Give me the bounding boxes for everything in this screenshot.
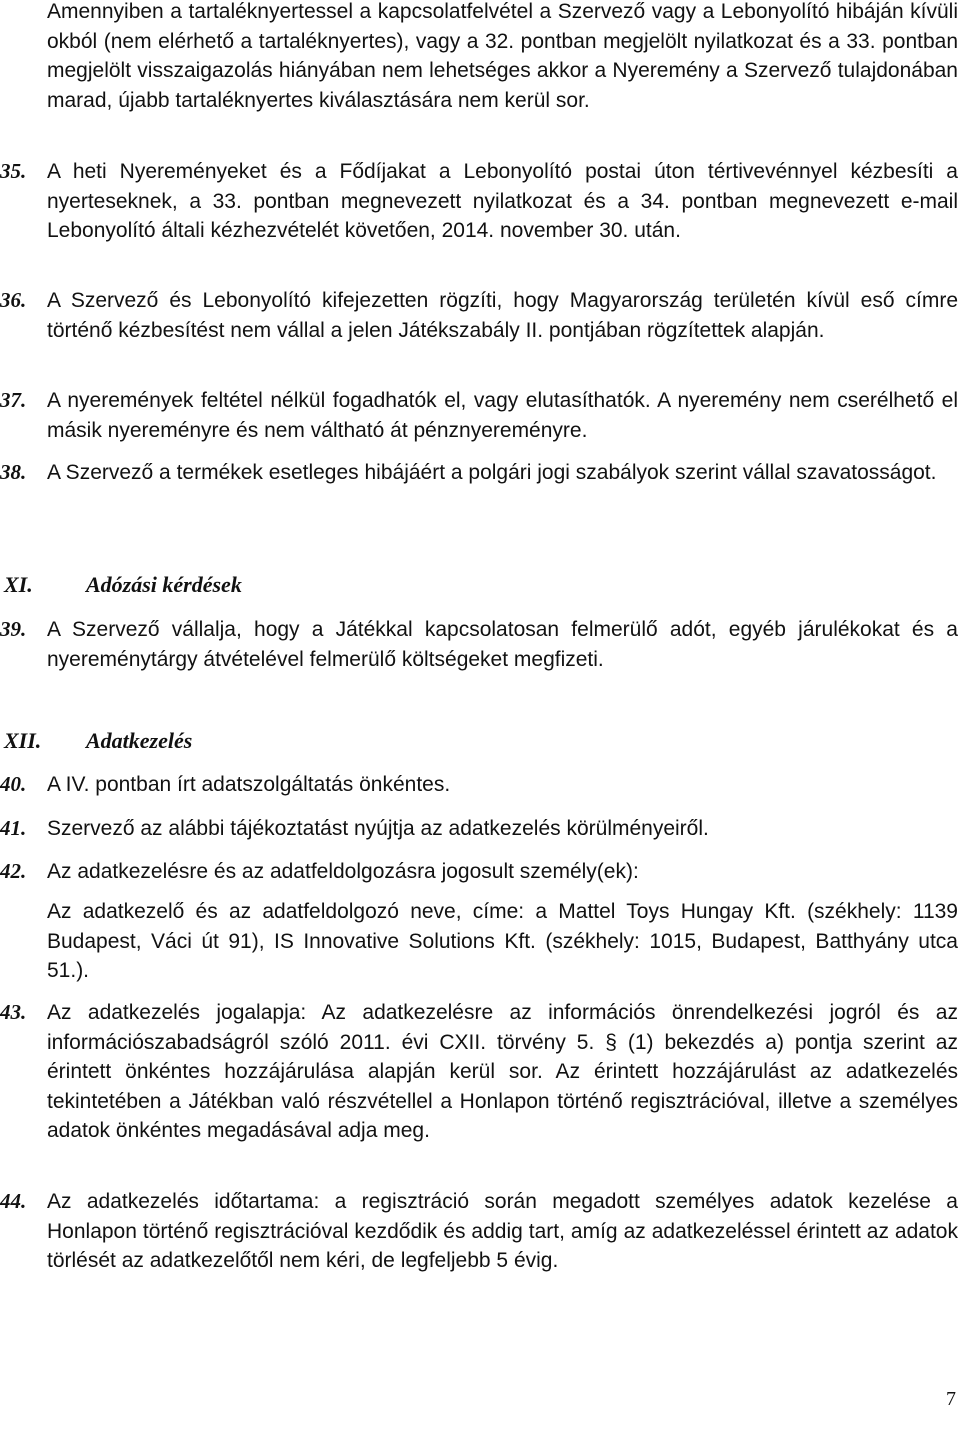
section-number: XI. <box>4 572 33 597</box>
section-title: Adózási kérdések <box>86 572 242 597</box>
item-number: 39. <box>0 617 27 641</box>
item-number: 43. <box>0 1000 27 1024</box>
list-item-36 <box>0 286 958 345</box>
item-text: Az adatkezelésre és az adatfeldolgozásra jogosult személy(ek): <box>47 860 639 883</box>
item-text: A nyeremények feltétel nélkül fogadhatók el, vagy elutasíthatók. A nyeremény nem cserélhető el másik nyereményre és nem váltható át pénznyereményre. <box>47 389 958 442</box>
list-item-39 <box>0 615 958 674</box>
item-number: 42. <box>0 859 27 883</box>
item-text: Szervező az alábbi tájékoztatást nyújtja az adatkezelés körülményeiről. <box>47 817 709 840</box>
item-text: A heti Nyereményeket és a Fődíjakat a Lebonyolító postai úton tértivevénnyel kézbesíti a nyerteseknek, a 33. pontban megnevezett nyilatkozat és a 34. pontban megnevezett e-mail Lebonyolító általi kézhezvételét követően, 2014. november 30. után. <box>47 160 958 242</box>
section-title: Adatkezelés <box>86 728 193 753</box>
list-item-40 <box>0 770 958 800</box>
item-number: 37. <box>0 388 27 412</box>
item-number: 41. <box>0 816 27 840</box>
item-number: 36. <box>0 288 27 312</box>
section-number: XII. <box>4 728 42 753</box>
list-item-43 <box>0 998 958 1146</box>
list-item-37 <box>0 386 958 445</box>
list-item-44 <box>0 1187 958 1276</box>
item-text: A Szervező vállalja, hogy a Játékkal kapcsolatosan felmerülő adót, egyéb járulékokat és a nyereménytárgy átvételével felmerülő költségeket megfizeti. <box>47 618 958 671</box>
intro-paragraph: Amennyiben a tartaléknyertessel a kapcsolatfelvétel a Szervező vagy a Lebonyolító hibáján kívüli okból (nem elérhető a tartaléknyertes), vagy a 32. pontban megjelölt nyilatkozat és a 33. pontban megjelölt visszaigazolás hiányában nem lehetséges akkor a Nyeremény a Szervező tulajdonában marad, újabb tartaléknyertes kiválasztására nem kerül sor. <box>47 0 958 112</box>
list-item-42 <box>0 857 958 887</box>
item-number: 35. <box>0 159 27 183</box>
controller-paragraph: Az adatkezelő és az adatfeldolgozó neve, címe: a Mattel Toys Hungay Kft. (székhely: 1139 Budapest, Váci út 91), IS Innovative Solutions Kft. (székhely: 1015, Budapest, Batthyány utca 51.). <box>47 900 958 982</box>
page-number: 7 <box>946 1388 956 1410</box>
item-number: 38. <box>0 460 27 484</box>
item-text: Az adatkezelés jogalapja: Az adatkezelésre az információs önrendelkezési jogról és az információszabadságról szóló 2011. évi CXII. törvény 5. § (1) bekezdés a) pontja szerint az érintett önkéntes hozzájárulása alapján kerül sor. Az érintett hozzájárulást az adatkezelés tekintetében a Játékban való részvétellel a Honlapon történő regisztrációval, illetve a személyes adatok önkéntes megadásával adja meg. <box>47 1001 958 1142</box>
item-number: 44. <box>0 1189 27 1213</box>
list-item-35 <box>0 157 958 246</box>
list-item-38 <box>0 458 958 488</box>
list-item-41 <box>0 814 958 844</box>
item-number: 40. <box>0 772 27 796</box>
item-text: A Szervező és Lebonyolító kifejezetten rögzíti, hogy Magyarország területén kívül eső címre történő kézbesítést nem vállal a jelen Játékszabály II. pontjában rögzítettek alapján. <box>47 289 958 342</box>
item-text: Az adatkezelés időtartama: a regisztráció során megadott személyes adatok kezelése a Honlapon történő regisztrációval kezdődik és addig tart, amíg az adatkezeléssel érintett az adatok törlését az adatkezelőtől nem kéri, de legfeljebb 5 évig. <box>47 1190 958 1272</box>
item-text: A IV. pontban írt adatszolgáltatás önkéntes. <box>47 773 451 796</box>
item-text: A Szervező a termékek esetleges hibájáért a polgári jogi szabályok szerint vállal szavatosságot. <box>47 461 937 484</box>
